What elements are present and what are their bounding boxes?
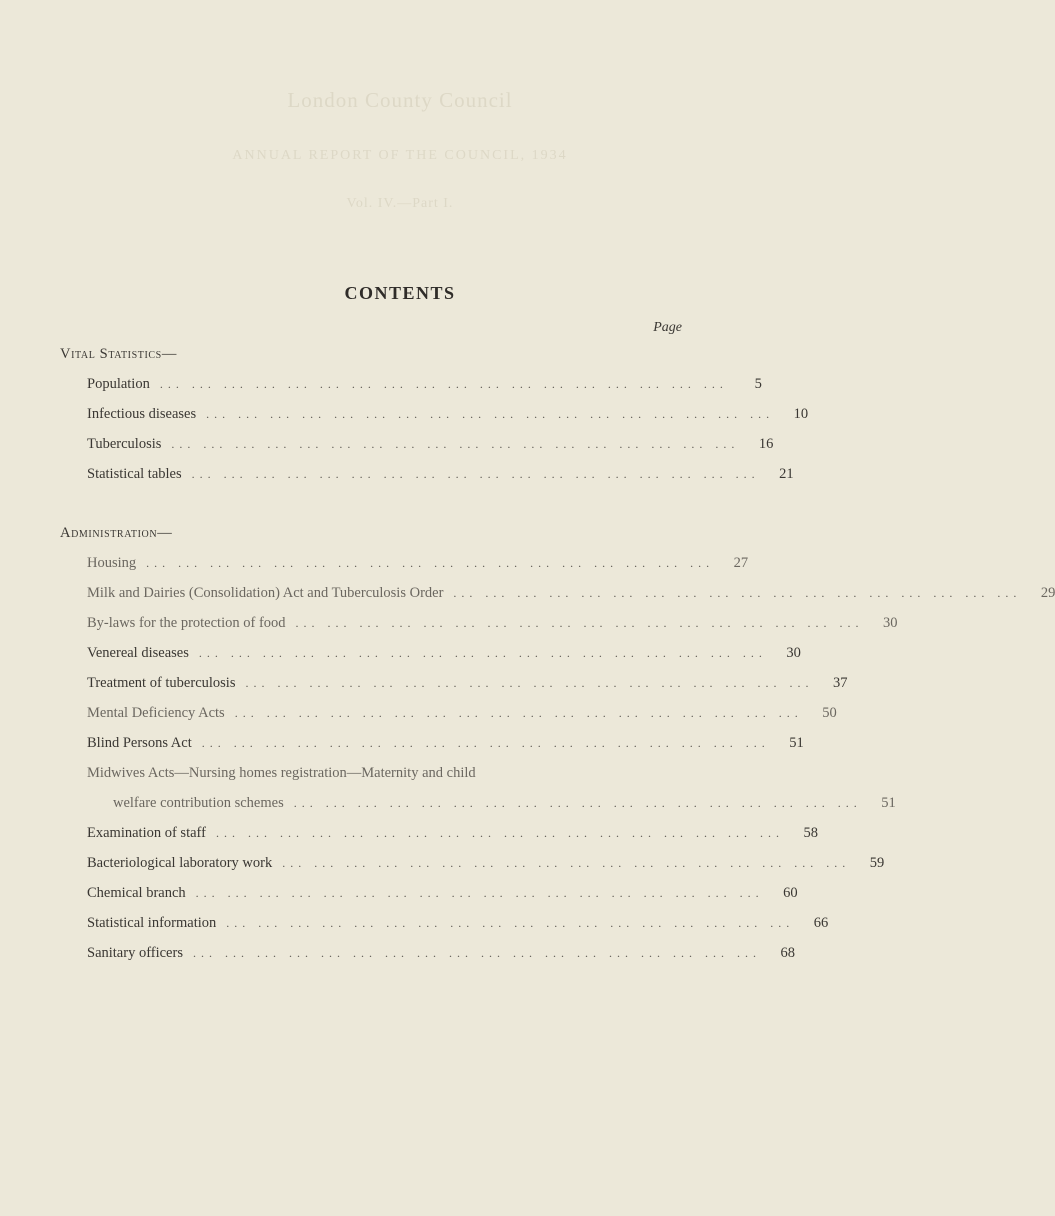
- toc-entry-infectious-diseases[interactable]: [60, 403, 809, 425]
- toc-entry-midwives-acts[interactable]: [60, 762, 896, 814]
- entry-page-number: 60: [783, 885, 798, 901]
- section-heading-vital-statistics: Vital Statistics—: [60, 346, 177, 362]
- entry-label: Examination of staff: [87, 825, 206, 841]
- entry-page-number: 66: [813, 915, 829, 931]
- entry-label-line-1: Midwives Acts—Nursing homes registration—Maternity and child: [87, 765, 476, 781]
- bleed-through-line-3: Vol. IV.—Part I.: [346, 196, 454, 211]
- toc-entry-examination-of-staff[interactable]: [60, 822, 818, 844]
- toc-entry-mental-deficiency-acts[interactable]: [60, 702, 837, 724]
- dot-leader: ... ... ... ... ... ... ... ... ... ... ... ... ... ... ... ... ... ...: [146, 556, 715, 570]
- entry-label-line-2: welfare contribution schemes: [113, 795, 284, 811]
- entry-page-number: 16: [758, 436, 774, 452]
- dot-leader: ... ... ... ... ... ... ... ... ... ... ... ... ... ... ... ... ... ...: [195, 886, 764, 900]
- page-title: CONTENTS: [344, 283, 456, 303]
- dot-leader: ... ... ... ... ... ... ... ... ... ... ... ... ... ... ... ... ... ...: [171, 437, 740, 451]
- toc-entry-housing[interactable]: [60, 552, 749, 574]
- entry-label: Statistical tables: [87, 466, 182, 482]
- entry-page-number: 5: [754, 376, 762, 392]
- entry-page-number: 68: [780, 945, 795, 961]
- dot-leader: ... ... ... ... ... ... ... ... ... ... ... ... ... ... ... ... ... ...: [198, 646, 767, 660]
- entry-label: Treatment of tuberculosis: [87, 675, 236, 691]
- toc-entry-tuberculosis[interactable]: [60, 433, 774, 455]
- dot-leader: ... ... ... ... ... ... ... ... ... ... ... ... ... ... ... ... ... ...: [159, 377, 728, 391]
- dot-leader: ... ... ... ... ... ... ... ... ... ... ... ... ... ... ... ... ... ...: [226, 916, 795, 930]
- entry-page-number: 10: [793, 406, 809, 422]
- dot-leader: ... ... ... ... ... ... ... ... ... ... ... ... ... ... ... ... ... ...: [234, 706, 803, 720]
- entry-page-number: 21: [779, 466, 794, 482]
- toc-entry-bacteriological-laboratory[interactable]: [60, 852, 885, 874]
- entry-label: Milk and Dairies (Consolidation) Act and Tuberculosis Order: [87, 585, 444, 601]
- toc-entry-statistical-tables[interactable]: [60, 463, 794, 485]
- entry-page-number: 27: [733, 555, 749, 571]
- entry-page-number: 50: [822, 705, 837, 721]
- dot-leader: ... ... ... ... ... ... ... ... ... ... ... ... ... ... ... ... ... ...: [295, 616, 864, 630]
- section-heading-administration: Administration—: [60, 525, 173, 541]
- entry-page-number: 51: [881, 795, 896, 811]
- dot-leader: ... ... ... ... ... ... ... ... ... ... ... ... ... ... ... ... ... ...: [192, 946, 761, 960]
- dot-leader: ... ... ... ... ... ... ... ... ... ... ... ... ... ... ... ... ... ...: [191, 467, 760, 481]
- toc-entry-milk-and-dairies[interactable]: [60, 582, 1055, 604]
- entry-page-number: 30: [883, 615, 898, 631]
- bleed-through-line-1: London County Council: [287, 88, 513, 112]
- page-column-label: Page: [653, 320, 682, 335]
- entry-label: Sanitary officers: [87, 945, 183, 961]
- entry-label: Infectious diseases: [87, 406, 197, 422]
- dot-leader: ... ... ... ... ... ... ... ... ... ... ... ... ... ... ... ... ... ...: [201, 736, 770, 750]
- entry-page-number: 59: [869, 855, 885, 871]
- entry-label: Chemical branch: [87, 885, 186, 901]
- bleed-through-line-2: ANNUAL REPORT OF THE COUNCIL, 1934: [232, 148, 568, 163]
- entry-page-number: 29: [1040, 585, 1055, 601]
- dot-leader: ... ... ... ... ... ... ... ... ... ... ... ... ... ... ... ... ... ...: [245, 676, 814, 690]
- entry-label: By-laws for the protection of food: [87, 615, 286, 631]
- toc-entry-chemical-branch[interactable]: [60, 882, 798, 904]
- toc-entry-statistical-information[interactable]: [60, 912, 829, 934]
- dot-leader: ... ... ... ... ... ... ... ... ... ... ... ... ... ... ... ... ... ...: [206, 407, 775, 421]
- entry-label: Bacteriological laboratory work: [87, 855, 273, 871]
- dot-leader: ... ... ... ... ... ... ... ... ... ... ... ... ... ... ... ... ... ...: [282, 856, 851, 870]
- entry-label: Blind Persons Act: [87, 735, 192, 751]
- entry-label: Statistical information: [87, 915, 217, 931]
- toc-entry-blind-persons-act[interactable]: [60, 732, 804, 754]
- entry-label: Venereal diseases: [87, 645, 189, 661]
- entry-label: Population: [87, 376, 150, 392]
- entry-page-number: 58: [803, 825, 818, 841]
- entry-label: Tuberculosis: [87, 436, 162, 452]
- toc-entry-treatment-of-tuberculosis[interactable]: [60, 672, 848, 694]
- toc-entry-venereal-diseases[interactable]: [60, 642, 801, 664]
- dot-leader: ... ... ... ... ... ... ... ... ... ... ... ... ... ... ... ... ... ...: [215, 826, 784, 840]
- toc-entry-by-laws-food[interactable]: [60, 612, 898, 634]
- dot-leader: ... ... ... ... ... ... ... ... ... ... ... ... ... ... ... ... ... ...: [293, 796, 862, 810]
- entry-label: Housing: [87, 555, 137, 571]
- entry-page-number: 51: [789, 735, 804, 751]
- dot-leader: ... ... ... ... ... ... ... ... ... ... ... ... ... ... ... ... ... ...: [453, 586, 1022, 600]
- entry-label: Mental Deficiency Acts: [87, 705, 225, 721]
- entry-page-number: 37: [832, 675, 848, 691]
- table-of-contents: [60, 343, 1055, 964]
- entry-page-number: 30: [786, 645, 801, 661]
- toc-entry-population[interactable]: [60, 373, 762, 395]
- toc-entry-sanitary-officers[interactable]: [60, 942, 795, 964]
